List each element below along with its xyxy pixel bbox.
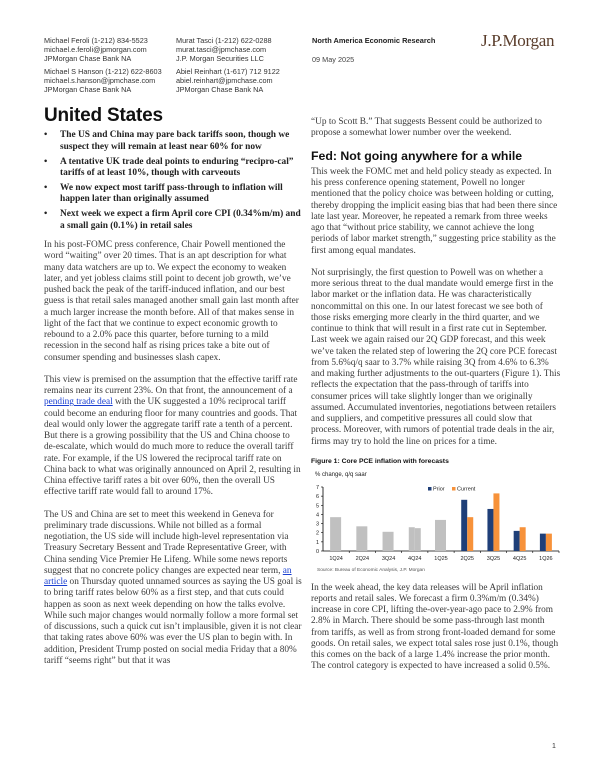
y-tick-label: 1 xyxy=(315,540,319,547)
legend-current-label: Current xyxy=(457,486,476,493)
paragraph: “Up to Scott B.” That suggests Bessent could be authorized to propose a somewhat lower number over the weekend. xyxy=(311,117,542,139)
y-tick-label: 5 xyxy=(315,503,319,510)
report-date: 09 May 2025 xyxy=(312,55,355,64)
bar-historical xyxy=(330,517,341,551)
y-tick-label: 4 xyxy=(315,512,319,519)
contact-entity: JPMorgan Chase Bank NA xyxy=(44,85,132,95)
page-number: 1 xyxy=(552,743,556,750)
bar-chart xyxy=(311,483,561,563)
left-column xyxy=(44,105,302,678)
x-tick-label: 2Q25 xyxy=(460,556,474,563)
contact-name-phone: Abiel Reinhart (1-617) 712 9122 xyxy=(176,66,280,76)
right-column xyxy=(311,117,561,684)
y-tick-label: 2 xyxy=(315,530,319,537)
x-tick-label: 3Q24 xyxy=(381,556,396,563)
bar-historical xyxy=(383,532,394,551)
paragraph: This week the FOMC met and held policy steady as expected. In his press conference opening statement, Powell no longer mentioned that the policy choice was between holding or cutting, thereby dropping the implicit easing bias that had been there since late last year. Moreover, he repeated a remark from three weeks ago that “without price stability, we cannot achieve the long periods of labor market strength,” suggesting price stability as the first among equal mandates. xyxy=(311,166,558,256)
bar-prior xyxy=(514,531,520,551)
x-tick-label: 4Q25 xyxy=(512,556,527,563)
contact-tasci xyxy=(176,36,314,64)
bar-prior xyxy=(540,534,546,551)
text: This view is premised on the assumption that the effective tariff rate remains near its current 23%. On that front, the announcement of a xyxy=(44,374,298,396)
y-tick-label: 0 xyxy=(315,549,319,556)
contact-entity: J.P. Morgan Securities LLC xyxy=(176,54,264,64)
figure-core-pce xyxy=(311,456,561,577)
department-label: North America Economic Research xyxy=(312,36,436,45)
x-tick-label: 4Q24 xyxy=(408,556,422,563)
key-point: • We now expect most tariff pass-through to inflation will happen later than originally assumed xyxy=(44,183,302,206)
text: on Thursday quoted unnamed sources as saying the US goal is to bring tariff rates below 60% as a first step, and that cuts could happen as soon as next week depending on how the talks evolve. While such major changes would normally follow a more formal set of discussions, such a quick cut isn’t implausible, given it is not clear that taking rates above 60% was ever the US plan to begin with. In addition, President Trump posted on social media Friday that a 80% tariff “seems right” but that it was xyxy=(44,577,302,666)
x-tick-label: 1Q25 xyxy=(434,556,448,563)
contact-email[interactable]: murat.tasci@jpmchase.com xyxy=(176,45,267,55)
pending-trade-deal-link[interactable]: pending trade deal xyxy=(44,397,113,408)
subsection-heading: Fed: Not going anywhere for a while xyxy=(311,148,523,163)
legend-prior-label: Prior xyxy=(433,486,445,493)
bar-prior xyxy=(487,509,493,551)
contact-email[interactable]: michael.s.hanson@jpmchase.com xyxy=(44,75,156,85)
legend-prior-swatch xyxy=(428,487,432,491)
figure-unit: % change, q/q saar xyxy=(315,472,367,478)
y-tick-label: 6 xyxy=(315,494,319,501)
key-point: • A tentative UK trade deal points to enduring “recipro-cal” tariffs of at least 10%, though with carveouts xyxy=(44,157,302,180)
section-title: United States xyxy=(44,105,163,126)
x-tick-label: 3Q25 xyxy=(486,556,501,563)
contact-email[interactable]: abiel.reinhart@jpmchase.com xyxy=(176,75,273,85)
bar-current xyxy=(467,517,473,551)
paragraph: Not surprisingly, the first question to Powell was on whether a more serious threat to the dual mandate would emerge first in the labor market or the inflation data. He was characteristically noncommittal on this one. In our latest forecast we see both of those risks emerging more clearly in the third quarter, and we continue to think that will result in a first rate cut in September. Last week we again raised our 2Q GDP forecast, and this week we’ve taken the related step of lowering the 2Q core PCE forecast from 5.6%q/q saar to 3.7% while raising 3Q from 4.6% to 6.3% and making further adjustments to the out-quarters (Figure 1). This reflects the expectation that the pass-through of tariffs into consumer prices will take slightly longer than we originally assumed. Accumulated inventories, negotiations between retailers and suppliers, and competitive pressures all could slow that process. Moreover, with rumors of potential trade deals in the air, firms may try to hold the line on prices for a time. xyxy=(311,267,561,447)
contact-name-phone: Michael S Hanson (1-212) 622-8603 xyxy=(44,66,162,76)
y-tick-label: 3 xyxy=(315,521,319,528)
bar-current xyxy=(493,494,499,552)
bar-current xyxy=(546,534,552,551)
contact-entity: JPMorgan Chase Bank NA xyxy=(44,54,132,64)
paragraph xyxy=(44,375,302,499)
paragraph xyxy=(44,510,302,668)
contact-reinhart xyxy=(176,67,314,95)
legend-current-swatch xyxy=(452,487,456,491)
bar-historical xyxy=(435,520,446,551)
paragraph: In his post-FOMC press conference, Chair Powell mentioned the word “waiting” over 20 times. That is an apt description for what many data watchers are up to. We expect the economy to weaken later, and yet jobless claims still point to decent job growth, we’ve pushed back the peak of the tariff-induced inflation, and our best guess is that retail sales managed another small gain last month after a much larger increase the month before. All of that makes sense in light of the fact that we continue to expect economic growth to rebound to a 2.0% pace this quarter, before turning to a mild recession in the second half as rising prices take a bite out of consumer spending and businesses slash capex. xyxy=(44,240,299,363)
bar-historical xyxy=(356,527,367,552)
paragraph: In the week ahead, the key data releases will be April inflation reports and retail sales. We forecast a firm 0.3%m/m (0.34%) increase in core CPI, lifting the-over-year-ago pace to 2.9% from 2.8% in March. There should be some pass-through last month from tariffs, as well as from strong front-loaded demand for some goods. On retail sales, we expect total sales rose just 0.1%, though this comes on the back of a large 1.4% increase the prior month. The control category is expected to have increased a solid 0.5%. xyxy=(311,582,559,672)
key-point: • The US and China may pare back tariffs soon, though we suspect they will remain at least near 60% for now xyxy=(44,130,302,153)
article-link[interactable]: an article xyxy=(44,565,292,587)
figure-source: Source: Bureau of Economic Analysis, J.P. Morgan xyxy=(317,568,425,574)
figure-title: Figure 1: Core PCE inflation with forecasts xyxy=(311,457,449,465)
contact-entity: JPMorgan Chase Bank NA xyxy=(176,85,264,95)
x-tick-label: 1Q26 xyxy=(539,556,553,563)
bar-current xyxy=(520,527,526,551)
contact-feroli xyxy=(44,36,176,64)
bar-historical xyxy=(409,527,415,551)
report-header xyxy=(312,36,435,64)
contact-name-phone: Michael Feroli (1-212) 834-5523 xyxy=(44,36,148,45)
bar-prior xyxy=(461,500,467,551)
y-tick-label: 7 xyxy=(315,485,319,492)
bar-historical xyxy=(415,528,421,551)
jpmorgan-logo: J.P.Morgan xyxy=(481,31,555,50)
contact-hanson xyxy=(44,67,176,95)
x-tick-label: 1Q24 xyxy=(329,556,343,563)
text: The US and China are set to meet this weekend in Geneva for preliminary trade discussions. While not billed as a formal negotiation, the US side will include high-level representation via Treasury Secretary Bessent and Trade Representative Greer, with China sending Vice Premier He Lifeng. While some news reports suggest that no concrete policy changes are expected near term, xyxy=(44,509,289,576)
key-point: • Next week we expect a firm April core CPI (0.34%m/m) and a small gain (0.1%) in retail sales xyxy=(44,209,302,232)
x-tick-label: 2Q24 xyxy=(355,556,370,563)
analyst-contacts xyxy=(44,36,314,97)
chart-canvas xyxy=(311,483,561,563)
key-points xyxy=(44,130,302,232)
contact-name-phone: Murat Tasci (1-212) 622-0288 xyxy=(176,36,272,45)
text: with the UK suggested a 10% reciprocal tariff could become an enduring floor for many countries and goods. That deal would only lower the aggregate tariff rate a tenth of a percent. But there is a growing possibility that the US and China choose to de-escalate, which would do much more to reduce the overall tariff rate. For example, if the US lowered the reciprocal tariff rate on China back to what was originally announced on April 2, resulting in China effective tariff rates a bit over 60%, then the overall US effective tariff rate would fall to around 17%. xyxy=(44,397,301,498)
contact-email[interactable]: michael.e.feroli@jpmorgan.com xyxy=(44,45,147,55)
